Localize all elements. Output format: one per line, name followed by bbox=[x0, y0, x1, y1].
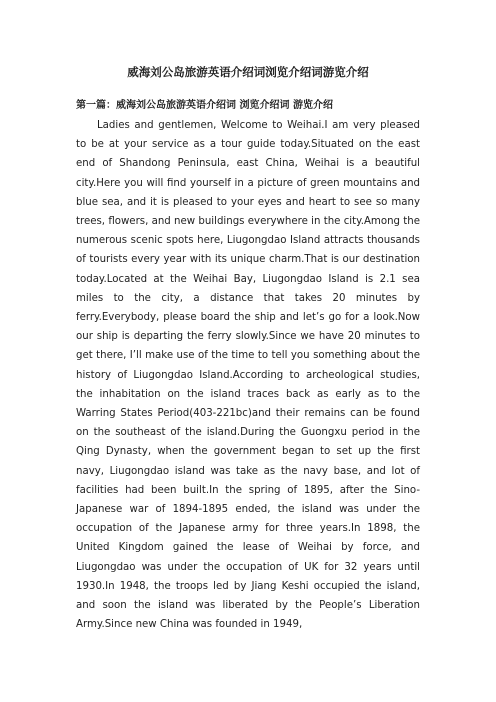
document-title: 威海刘公岛旅游英语介绍词浏览介绍词游览介绍 bbox=[127, 65, 369, 79]
section-heading: 第一篇：威海刘公岛旅游英语介绍词 浏览介绍词 游览介绍 bbox=[76, 100, 333, 111]
body-paragraph: Ladies and gentlemen, Welcome to Weihai.I am very pleased to be at your service as a tour guide today.Situated on the east end of Shandong Peninsula, east China, Weihai is a beautiful city.Here you will find yourself in a picture of green mountains and blue sea, and it is pleased to your eyes and heart to see so many trees, flowers, and new buildings everywhere in the city.Among the numerous scenic spots here, Liugongdao Island attracts thousands of tourists every year with its unique charm.That is our destination today.Located at the Weihai Bay, Liugongdao Island is 2.1 sea miles to the city, a distance that takes 20 minutes by ferry.Everybody, please board the ship and let’s go for a look.Now our ship is departing the ferry slowly.Since we have 20 minutes to get there, I’ll make use of the time to tell you something about the history of Liugongdao Island.According to archeological studies, the inhabitation on the island traces back as early as to the Warring States Period(403-221bc)and their remains can be found on the southeast of the island.During the Guongxu period in the Qing Dynasty, when the government began to set up the first navy, Liugongdao island was take as the navy base, and lot of facilities had been built.In the spring of 1895, after the Sino-Japanese war of 1894-1895 ended, the island was under the occupation of the Japanese army for three years.In 1898, the United Kingdom gained the lease of Weihai by force, and Liugongdao was under the occupation of UK for 32 years until 1930.In 1948, the troops led by Jiang Keshi occupied the island, and soon the island was liberated by the People’s Liberation Army.Since new China was founded in 1949, bbox=[76, 120, 420, 631]
